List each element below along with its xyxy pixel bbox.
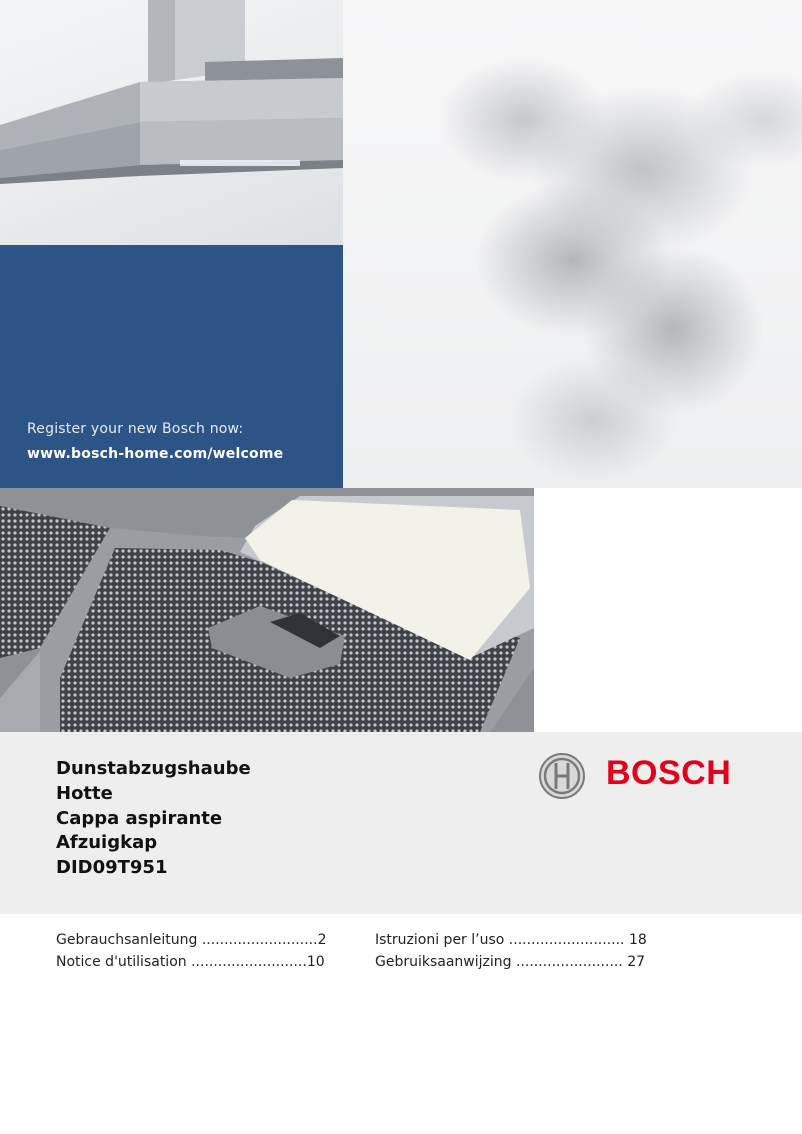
toc-page: 27 (627, 954, 646, 970)
toc-dots: .......................... (201, 932, 318, 948)
steam-photo (343, 0, 802, 488)
model-number: DID09T951 (56, 857, 168, 878)
toc-entry-de[interactable] (56, 932, 326, 948)
product-title-it: Cappa aspirante (56, 808, 223, 829)
toc-dots: .......................... (191, 954, 307, 970)
toc-label: Notice d'utilisation (56, 954, 187, 970)
bosch-armature-icon (538, 752, 586, 800)
toc-dots: ........................ (515, 954, 623, 970)
toc-entry-fr[interactable] (56, 954, 325, 970)
toc-entry-it[interactable] (375, 932, 647, 948)
toc-label: Gebrauchsanleitung (56, 932, 198, 948)
toc-entry-nl[interactable] (375, 954, 645, 970)
register-prompt: Register your new Bosch now: (27, 421, 244, 437)
filter-photo (0, 488, 534, 732)
toc-label: Istruzioni per l’uso (375, 932, 505, 948)
toc-dots: .......................... (508, 932, 625, 948)
product-title-nl: Afzuigkap (56, 832, 158, 853)
toc-page: 10 (306, 954, 325, 970)
toc-label: Gebruiksaanwijzing (375, 954, 512, 970)
toc-page: 18 (628, 932, 647, 948)
registration-panel (0, 245, 343, 488)
hood-photo (0, 0, 343, 245)
brand-logo-text: BOSCH (606, 754, 732, 792)
toc-page: 2 (317, 932, 327, 948)
register-url-link[interactable]: www.bosch-home.com/welcome (27, 446, 284, 462)
product-title-de: Dunstabzugshaube (56, 758, 251, 779)
product-title-fr: Hotte (56, 783, 113, 804)
title-band (0, 732, 802, 914)
